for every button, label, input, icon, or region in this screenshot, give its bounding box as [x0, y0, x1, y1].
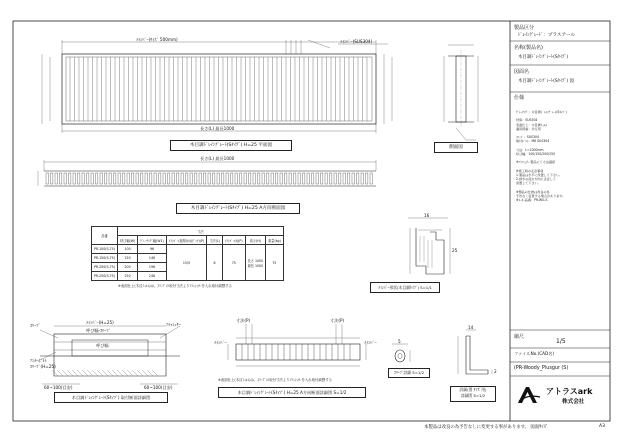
section-bar [163, 173, 165, 184]
section-bar [141, 173, 143, 184]
mid-label-1: 寸法(P) [236, 318, 251, 323]
spec-line: ※ﾌﾗｯｼｭｻｰ 製品にて寸法確認 [516, 160, 556, 165]
cell-w1: 96 [138, 245, 167, 254]
section-bar [244, 173, 246, 184]
angle-title: 詳細(図 ｻｲｽﾞ用) 詳細図 S=1/2 [450, 386, 496, 402]
hatch-line [142, 370, 148, 376]
angle-dim-a: 14 [468, 325, 474, 330]
a-direction-detail [228, 324, 366, 366]
cell-w: 250 [117, 272, 137, 281]
section-bar [145, 173, 147, 184]
hatch-line [77, 370, 83, 376]
th-w1: ｸﾞﾚｰﾁﾝｸﾞ幅(W1) [138, 236, 167, 245]
spec-line: ※施工時の注意事項 [516, 168, 544, 173]
scale-value: 1/5 [556, 338, 566, 345]
spec-line: 設置して下さい。 [516, 181, 541, 186]
cell-w: 150 [117, 254, 137, 263]
section-bar [285, 173, 287, 184]
product-category-label: 製品区分 [514, 25, 535, 31]
section-bar [136, 173, 138, 184]
section-bar [82, 173, 84, 184]
hatch-line [87, 370, 93, 376]
spec-line: 材質：SUS304 [516, 118, 538, 123]
section-bar [276, 173, 278, 184]
section-bar [226, 173, 228, 184]
section-bar [361, 173, 363, 184]
product-name-value: 木目調ﾄﾞﾚｲﾝｸﾞﾚｰﾄ(Sﾀｲﾌﾟ) [518, 55, 569, 60]
hatch-line [137, 370, 143, 376]
section-bar [231, 173, 233, 184]
spec-line: 予告なく変更する場合があります。 [516, 194, 566, 199]
left-label-8: ｱﾝｶｰﾎﾞﾙﾄ [30, 358, 47, 363]
section-bar [357, 173, 359, 184]
install-detail [40, 326, 180, 384]
cell-w: 100 [117, 245, 137, 254]
section-bar [87, 173, 89, 184]
hatch-line [132, 370, 138, 376]
section-bar [55, 173, 57, 184]
side-view-title: 側面図 [434, 142, 478, 153]
washer-detail [392, 344, 410, 362]
mid-label-3: ﾒｲﾝﾊﾞｰ [214, 340, 227, 345]
plan-bar-label: ﾒｲﾝﾊﾞｰ(SUS304) [340, 39, 373, 44]
left-label-5: 呼び幅 [96, 343, 109, 348]
section-bar [127, 173, 129, 184]
section-bar [339, 173, 341, 184]
section-bar [195, 173, 197, 184]
section-bar [132, 173, 134, 184]
section-view [38, 160, 376, 186]
section-bar [343, 173, 345, 184]
section-bar [204, 173, 206, 184]
cell-w1: 196 [138, 263, 167, 272]
section-bar [258, 173, 260, 184]
section-bar [78, 173, 80, 184]
spec-line: 1.製品は水平に設置して下さい。 [516, 173, 563, 178]
hatch-line [152, 370, 158, 376]
cell-part: PR-150(S-75) [92, 254, 118, 263]
cell-kg: 75 [266, 245, 284, 281]
hatch-line [92, 370, 98, 376]
th-l: 寸法(L) [207, 236, 223, 245]
spec-line: 取付ﾎﾞﾙﾄ：M6 SUS304 [516, 139, 550, 144]
section-bar [123, 173, 125, 184]
cell-part: PR-200(S-75) [92, 263, 118, 272]
spec-line: 呼び幅：100/150/200/250 [516, 152, 556, 157]
hatch-line [122, 370, 128, 376]
section-bar [307, 173, 309, 184]
section-bar [69, 173, 71, 184]
section-bar [213, 173, 215, 184]
sleeve-dim-h: 25 [452, 248, 458, 253]
th-kg: 重量(kg) [266, 236, 284, 245]
left-label-9: ｽﾘｰﾌﾞ(H=25) [30, 364, 56, 369]
section-bar [325, 173, 327, 184]
section-bar [262, 173, 264, 184]
th-pitch: ﾒｲﾝﾊﾞｰ(板厚)(t)(ﾋﾟｯﾁ)(P) [166, 236, 206, 245]
mid-label-2: 寸法(P) [330, 318, 345, 323]
plan-view-title: 木目調ﾄﾞﾚｲﾝｸﾞﾚｰﾄ(Sﾀｲﾌﾟ) H=25 平面図 [170, 140, 292, 151]
left-label-7: 60~100(目安) [144, 385, 173, 390]
cell-l: 長さ 1000 最長 1000 [245, 245, 266, 281]
hatch-line [62, 370, 68, 376]
section-bar [235, 173, 237, 184]
hatch-line [52, 370, 58, 376]
th-group: 寸法 [117, 227, 283, 236]
section-bar [100, 173, 102, 184]
spec-line: ※ﾒｰｶｰ品番：PR-WG-S [516, 198, 548, 203]
file-label: ファイルNo.(CAD名) [514, 351, 555, 356]
sleeve-title: ﾒｲﾝﾊﾞｰ形状(木目調ﾀｲﾌﾟ) S=1/1 [370, 282, 440, 293]
th-w: 呼び幅(W) [117, 236, 137, 245]
sleeve-dim-w: 16 [424, 213, 430, 218]
section-bar [303, 173, 305, 184]
angle-detail [458, 330, 492, 374]
section-bar [73, 173, 75, 184]
section-bar [208, 173, 210, 184]
hatch-line [97, 370, 103, 376]
section-bar [114, 173, 116, 184]
section-bar [181, 173, 183, 184]
th-part: 品番 [92, 227, 118, 245]
mid-detail-title: 木目調ﾄﾞﾚｲﾝｸﾞﾚｰﾄ(Sﾀｲﾌﾟ) H=25 A方向断面詳細図 S=1/2 [218, 387, 366, 398]
left-label-4: ﾌﾗｯｼｭｻｰ [166, 322, 181, 327]
spec-line: 寸法：L=1000mm [516, 147, 544, 152]
section-bar [316, 173, 318, 184]
section-bar [267, 173, 269, 184]
th-h: 高さ(H) [245, 236, 266, 245]
plan-view [42, 40, 392, 133]
cell-part: PR-100(S-75) [92, 245, 118, 254]
section-bar [172, 173, 174, 184]
cell-w1: 146 [138, 254, 167, 263]
section-bar [168, 173, 170, 184]
hatch-line [72, 370, 78, 376]
section-bar [91, 173, 93, 184]
plan-dim-bottom: 長さ(L) 最長1000 [200, 126, 235, 131]
hatch-line [107, 370, 113, 376]
section-bar [330, 173, 332, 184]
size-table [91, 226, 284, 281]
mid-label-4: ﾒｲﾝﾊﾞｰ [364, 340, 377, 345]
table-note: ※表面仕上(木目ﾌｨﾙﾑ)は、ｽﾘｰﾌﾞの取付寸法よりﾌﾗｯｼｭｻｰを入れ取付調整する [118, 284, 232, 288]
angle-dim-b: 2 [494, 369, 497, 374]
hatch-line [82, 370, 88, 376]
drawing-name-label: 図面名 [514, 69, 530, 75]
left-label-3: 呼び幅-ｽﾘｰﾌﾞ [86, 328, 111, 333]
section-bar [321, 173, 323, 184]
section-bar [96, 173, 98, 184]
section-bar [64, 173, 66, 184]
section-bar [177, 173, 179, 184]
cell-t: 8 [207, 245, 223, 281]
cell-p: 75 [222, 245, 245, 281]
section-bar [217, 173, 219, 184]
company-name: アトラスark [546, 387, 593, 396]
th-tp: ﾒｲﾝﾊﾞｰ(t)(P) [222, 236, 245, 245]
install-detail-title: 木目調ﾄﾞﾚｲﾝｸﾞﾚｰﾄ(Sﾀｲﾌﾟ) 取付断面詳細図 [54, 392, 168, 403]
hatch-line [117, 370, 123, 376]
spec-line: 適用荷重：歩行用 [516, 126, 541, 131]
section-bar [51, 173, 53, 184]
left-label-2: ﾒｲﾝﾊﾞｰ(H=25) [86, 320, 114, 325]
drawing-name-value: 木目調ﾄﾞﾚｲﾝｸﾞﾚｰﾄ(Sﾀｲﾌﾟ) 図 [518, 79, 574, 84]
section-bar [312, 173, 314, 184]
cell-w: 200 [117, 263, 137, 272]
section-view-title: 木目調ﾄﾞﾚｲﾝｸﾞﾚｰﾄ(Sﾀｲﾌﾟ) H=25 A方向断面図 [176, 203, 300, 214]
section-bar [199, 173, 201, 184]
spec-line: ｸﾞﾚｰﾁﾝｸﾞ：木目調ﾄﾞﾚｲﾝｸﾞﾚｰﾄ(Sﾀｲﾌﾟ) [516, 110, 567, 114]
product-category-value: ﾄﾞﾚｲﾝｸﾞﾚｰﾄﾞ：プラスアール [518, 33, 576, 38]
section-bar [294, 173, 296, 184]
washer-title: ｽﾘｰﾌﾞ詳細 S=1/2 [388, 368, 430, 378]
footer-note: 本製品は改良の為予告なしに変更する事があります。 図面ｻｲｽﾞ [424, 425, 548, 430]
section-bar [280, 173, 282, 184]
product-name-label: 名称(製品名) [514, 45, 543, 51]
company-logo-icon [516, 385, 542, 405]
section-bar [370, 173, 372, 184]
section-bar [240, 173, 242, 184]
section-bar [249, 173, 251, 184]
washer-dim: 5 [398, 339, 401, 344]
section-bar [253, 173, 255, 184]
file-value: (PR-Woody_Plusgur (S) [514, 366, 569, 371]
hatch-line [67, 370, 73, 376]
section-bar [118, 173, 120, 184]
left-label-6: 60~100(目安) [44, 385, 73, 390]
section-bar [348, 173, 350, 184]
mid-note: ※表面仕上(木目ﾌｨﾙﾑ)は、ｽﾘｰﾌﾞの取付寸法よりﾌﾗｯｼｭｻｰを入れ取付調整する [218, 378, 332, 382]
spec-line: 2.排水の流れ方向に注意して [516, 177, 557, 182]
hatch-line [57, 370, 63, 376]
section-bar [159, 173, 161, 184]
hatch-line [147, 370, 153, 376]
spec-line: ｽﾘｰﾌﾞ：SUS304 [516, 135, 539, 140]
section-bar [190, 173, 192, 184]
hatch-line [127, 370, 133, 376]
section-bar [109, 173, 111, 184]
cell-pitch: 15/5 [166, 245, 206, 281]
left-label-1: ｽﾘｰﾌﾞ [30, 323, 41, 328]
section-bar [334, 173, 336, 184]
section-bar [150, 173, 152, 184]
section-bar [289, 173, 291, 184]
spec-label: 仕様 [514, 95, 525, 101]
side-view [444, 45, 478, 140]
section-dim: 長さ(L) 最長1000 [200, 156, 235, 161]
section-bar [46, 173, 48, 184]
section-bar [105, 173, 107, 184]
hatch-line [102, 370, 108, 376]
company-suffix: 株式会社 [562, 399, 585, 405]
hatch-line [112, 370, 118, 376]
section-bar [352, 173, 354, 184]
section-bar [60, 173, 62, 184]
cell-part: PR-250(S-75) [92, 272, 118, 281]
plan-dim-top: ﾒｲﾝﾊﾞｰ(ｻｲｽﾞ 500mm) [136, 37, 178, 42]
scale-label: 縮尺 [514, 334, 525, 340]
section-bar [186, 173, 188, 184]
section-bar [271, 173, 273, 184]
spec-line: 表面仕上：木目調ﾌｨﾙﾑ [516, 122, 547, 127]
spec-list [516, 110, 604, 202]
cell-w1: 246 [138, 272, 167, 281]
section-bar [366, 173, 368, 184]
table-row [92, 245, 284, 254]
section-bar [154, 173, 156, 184]
section-bar [298, 173, 300, 184]
sleeve-profile [408, 218, 450, 274]
spec-line: ※製品の仕様は改良の為 [516, 189, 550, 194]
paper-size: A3 [599, 424, 606, 429]
section-bar [222, 173, 224, 184]
